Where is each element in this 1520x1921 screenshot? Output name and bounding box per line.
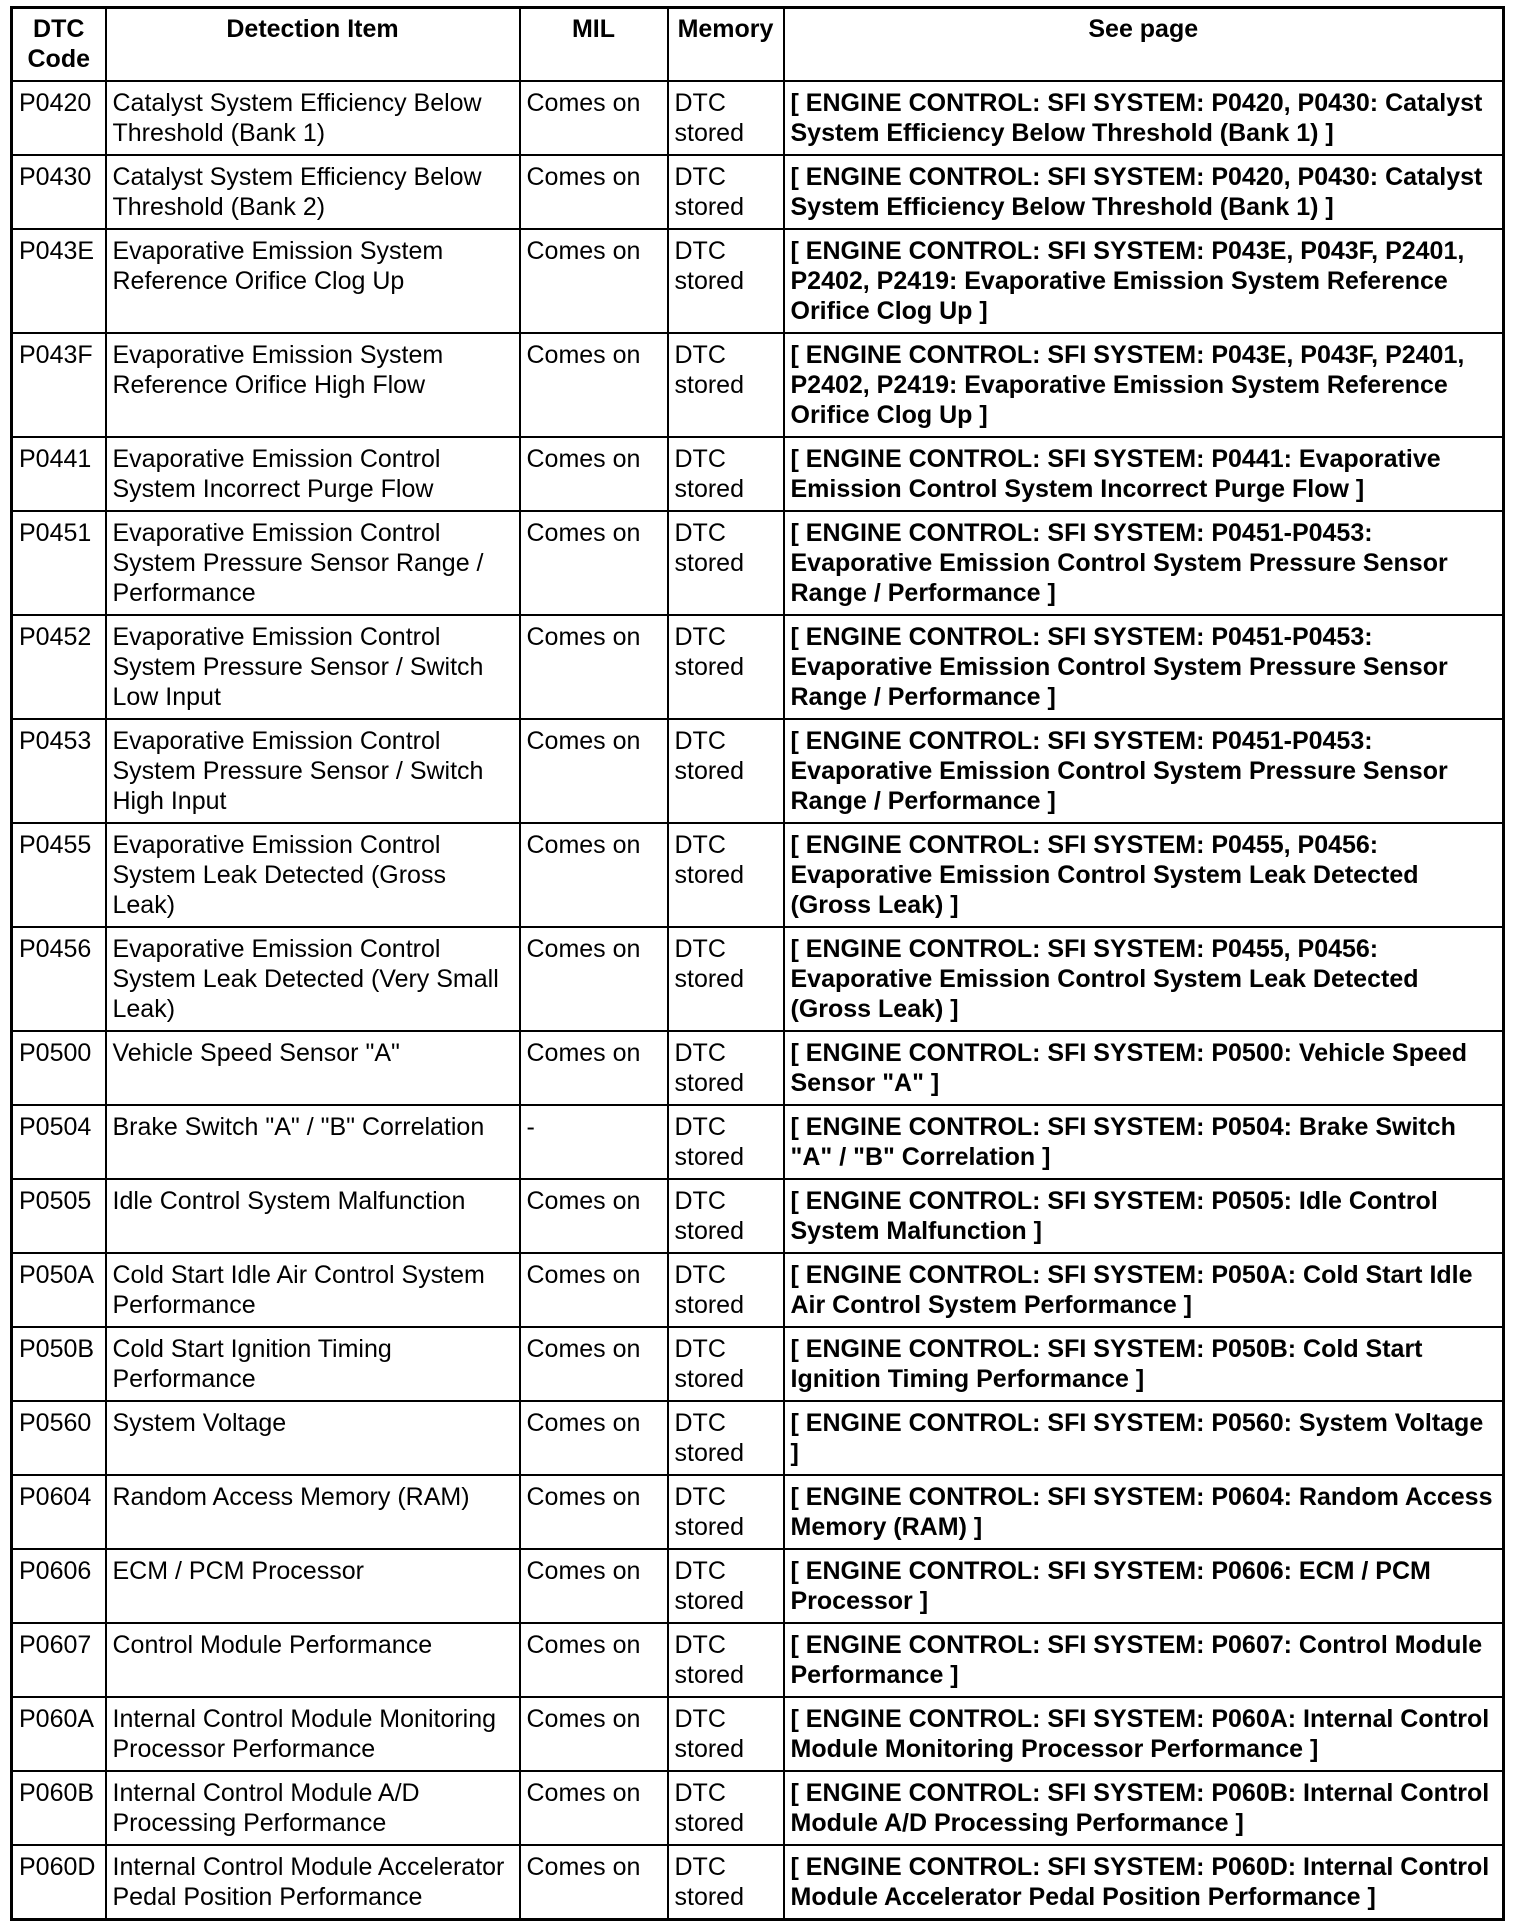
detection-item-cell: Random Access Memory (RAM) bbox=[106, 1475, 520, 1549]
see-page-link[interactable]: [ ENGINE CONTROL: SFI SYSTEM: P060D: Internal Control Module Accelerator Pedal Position Performance ] bbox=[784, 1845, 1504, 1920]
see-page-link[interactable]: [ ENGINE CONTROL: SFI SYSTEM: P0451-P0453: Evaporative Emission Control System Pressure Sensor Range / Performance ] bbox=[784, 615, 1504, 719]
memory-cell: DTC stored bbox=[668, 1697, 784, 1771]
detection-item-cell: Cold Start Ignition Timing Performance bbox=[106, 1327, 520, 1401]
memory-cell: DTC stored bbox=[668, 1105, 784, 1179]
dtc-table-body bbox=[12, 81, 1504, 1920]
dtc-code-cell: P050A bbox=[12, 1253, 106, 1327]
see-page-link[interactable]: [ ENGINE CONTROL: SFI SYSTEM: P043E, P043F, P2401, P2402, P2419: Evaporative Emission System Reference Orifice Clog Up ] bbox=[784, 333, 1504, 437]
memory-cell: DTC stored bbox=[668, 1771, 784, 1845]
see-page-link[interactable]: [ ENGINE CONTROL: SFI SYSTEM: P0441: Evaporative Emission Control System Incorrect Purge Flow ] bbox=[784, 437, 1504, 511]
memory-cell: DTC stored bbox=[668, 1623, 784, 1697]
detection-item-cell: Vehicle Speed Sensor "A" bbox=[106, 1031, 520, 1105]
mil-cell: Comes on bbox=[520, 1845, 668, 1920]
mil-cell: Comes on bbox=[520, 437, 668, 511]
detection-item-cell: Brake Switch "A" / "B" Correlation bbox=[106, 1105, 520, 1179]
dtc-table-container bbox=[10, 6, 1505, 1921]
table-row bbox=[12, 1253, 1504, 1327]
see-page-link[interactable]: [ ENGINE CONTROL: SFI SYSTEM: P0504: Brake Switch "A" / "B" Correlation ] bbox=[784, 1105, 1504, 1179]
table-row bbox=[12, 1845, 1504, 1920]
memory-cell: DTC stored bbox=[668, 719, 784, 823]
memory-cell: DTC stored bbox=[668, 229, 784, 333]
header-detection-item: Detection Item bbox=[106, 8, 520, 82]
see-page-link[interactable]: [ ENGINE CONTROL: SFI SYSTEM: P0455, P0456: Evaporative Emission Control System Leak Detected (Gross Leak) ] bbox=[784, 823, 1504, 927]
mil-cell: Comes on bbox=[520, 1401, 668, 1475]
see-page-link[interactable]: [ ENGINE CONTROL: SFI SYSTEM: P0451-P0453: Evaporative Emission Control System Pressure Sensor Range / Performance ] bbox=[784, 511, 1504, 615]
dtc-code-cell: P060B bbox=[12, 1771, 106, 1845]
memory-cell: DTC stored bbox=[668, 333, 784, 437]
table-row bbox=[12, 927, 1504, 1031]
table-row bbox=[12, 1623, 1504, 1697]
dtc-table bbox=[10, 6, 1505, 1921]
detection-item-cell: Evaporative Emission Control System Pressure Sensor / Switch High Input bbox=[106, 719, 520, 823]
mil-cell: Comes on bbox=[520, 823, 668, 927]
see-page-link[interactable]: [ ENGINE CONTROL: SFI SYSTEM: P0500: Vehicle Speed Sensor "A" ] bbox=[784, 1031, 1504, 1105]
mil-cell: Comes on bbox=[520, 1771, 668, 1845]
header-mil: MIL bbox=[520, 8, 668, 82]
dtc-code-cell: P0604 bbox=[12, 1475, 106, 1549]
memory-cell: DTC stored bbox=[668, 155, 784, 229]
dtc-code-cell: P0455 bbox=[12, 823, 106, 927]
dtc-table-header bbox=[12, 8, 1504, 82]
detection-item-cell: Catalyst System Efficiency Below Threshold (Bank 2) bbox=[106, 155, 520, 229]
detection-item-cell: Evaporative Emission Control System Incorrect Purge Flow bbox=[106, 437, 520, 511]
dtc-code-cell: P0607 bbox=[12, 1623, 106, 1697]
mil-cell: Comes on bbox=[520, 927, 668, 1031]
table-row bbox=[12, 511, 1504, 615]
see-page-link[interactable]: [ ENGINE CONTROL: SFI SYSTEM: P0560: System Voltage ] bbox=[784, 1401, 1504, 1475]
see-page-link[interactable]: [ ENGINE CONTROL: SFI SYSTEM: P0420, P0430: Catalyst System Efficiency Below Threshold (Bank 1) ] bbox=[784, 155, 1504, 229]
table-row bbox=[12, 155, 1504, 229]
header-see-page: See page bbox=[784, 8, 1504, 82]
mil-cell: Comes on bbox=[520, 1475, 668, 1549]
header-row bbox=[12, 8, 1504, 82]
table-row bbox=[12, 719, 1504, 823]
detection-item-cell: Evaporative Emission Control System Pressure Sensor Range / Performance bbox=[106, 511, 520, 615]
memory-cell: DTC stored bbox=[668, 511, 784, 615]
dtc-code-cell: P0504 bbox=[12, 1105, 106, 1179]
mil-cell: Comes on bbox=[520, 1179, 668, 1253]
see-page-link[interactable]: [ ENGINE CONTROL: SFI SYSTEM: P050B: Cold Start Ignition Timing Performance ] bbox=[784, 1327, 1504, 1401]
memory-cell: DTC stored bbox=[668, 437, 784, 511]
memory-cell: DTC stored bbox=[668, 927, 784, 1031]
dtc-code-cell: P060A bbox=[12, 1697, 106, 1771]
memory-cell: DTC stored bbox=[668, 1179, 784, 1253]
detection-item-cell: Internal Control Module Monitoring Processor Performance bbox=[106, 1697, 520, 1771]
memory-cell: DTC stored bbox=[668, 1549, 784, 1623]
mil-cell: Comes on bbox=[520, 615, 668, 719]
table-row bbox=[12, 333, 1504, 437]
detection-item-cell: System Voltage bbox=[106, 1401, 520, 1475]
detection-item-cell: Control Module Performance bbox=[106, 1623, 520, 1697]
dtc-code-cell: P043E bbox=[12, 229, 106, 333]
memory-cell: DTC stored bbox=[668, 1031, 784, 1105]
see-page-link[interactable]: [ ENGINE CONTROL: SFI SYSTEM: P060B: Internal Control Module A/D Processing Performance ] bbox=[784, 1771, 1504, 1845]
table-row bbox=[12, 1105, 1504, 1179]
detection-item-cell: Internal Control Module Accelerator Pedal Position Performance bbox=[106, 1845, 520, 1920]
detection-item-cell: Evaporative Emission Control System Leak Detected (Very Small Leak) bbox=[106, 927, 520, 1031]
dtc-code-cell: P060D bbox=[12, 1845, 106, 1920]
mil-cell: Comes on bbox=[520, 229, 668, 333]
mil-cell: Comes on bbox=[520, 1327, 668, 1401]
table-row bbox=[12, 437, 1504, 511]
detection-item-cell: Evaporative Emission System Reference Orifice Clog Up bbox=[106, 229, 520, 333]
memory-cell: DTC stored bbox=[668, 1327, 784, 1401]
dtc-code-cell: P0420 bbox=[12, 81, 106, 155]
see-page-link[interactable]: [ ENGINE CONTROL: SFI SYSTEM: P050A: Cold Start Idle Air Control System Performance ] bbox=[784, 1253, 1504, 1327]
table-row bbox=[12, 1697, 1504, 1771]
see-page-link[interactable]: [ ENGINE CONTROL: SFI SYSTEM: P0455, P0456: Evaporative Emission Control System Leak Detected (Gross Leak) ] bbox=[784, 927, 1504, 1031]
mil-cell: Comes on bbox=[520, 1623, 668, 1697]
table-row bbox=[12, 1179, 1504, 1253]
table-row bbox=[12, 615, 1504, 719]
dtc-code-cell: P050B bbox=[12, 1327, 106, 1401]
table-row bbox=[12, 81, 1504, 155]
detection-item-cell: Evaporative Emission Control System Leak Detected (Gross Leak) bbox=[106, 823, 520, 927]
header-memory: Memory bbox=[668, 8, 784, 82]
mil-cell: Comes on bbox=[520, 1031, 668, 1105]
dtc-code-cell: P0505 bbox=[12, 1179, 106, 1253]
mil-cell: Comes on bbox=[520, 81, 668, 155]
mil-cell: Comes on bbox=[520, 1253, 668, 1327]
table-row bbox=[12, 229, 1504, 333]
dtc-code-cell: P0500 bbox=[12, 1031, 106, 1105]
detection-item-cell: Internal Control Module A/D Processing Performance bbox=[106, 1771, 520, 1845]
table-row bbox=[12, 1771, 1504, 1845]
memory-cell: DTC stored bbox=[668, 823, 784, 927]
detection-item-cell: Evaporative Emission System Reference Orifice High Flow bbox=[106, 333, 520, 437]
detection-item-cell: Idle Control System Malfunction bbox=[106, 1179, 520, 1253]
detection-item-cell: Catalyst System Efficiency Below Threshold (Bank 1) bbox=[106, 81, 520, 155]
see-page-link[interactable]: [ ENGINE CONTROL: SFI SYSTEM: P0607: Control Module Performance ] bbox=[784, 1623, 1504, 1697]
mil-cell: - bbox=[520, 1105, 668, 1179]
dtc-code-cell: P0560 bbox=[12, 1401, 106, 1475]
dtc-code-cell: P043F bbox=[12, 333, 106, 437]
see-page-link[interactable]: [ ENGINE CONTROL: SFI SYSTEM: P0451-P0453: Evaporative Emission Control System Pressure Sensor Range / Performance ] bbox=[784, 719, 1504, 823]
mil-cell: Comes on bbox=[520, 155, 668, 229]
memory-cell: DTC stored bbox=[668, 1401, 784, 1475]
table-row bbox=[12, 1327, 1504, 1401]
memory-cell: DTC stored bbox=[668, 1475, 784, 1549]
memory-cell: DTC stored bbox=[668, 1845, 784, 1920]
see-page-link[interactable]: [ ENGINE CONTROL: SFI SYSTEM: P0606: ECM / PCM Processor ] bbox=[784, 1549, 1504, 1623]
dtc-code-cell: P0606 bbox=[12, 1549, 106, 1623]
mil-cell: Comes on bbox=[520, 1697, 668, 1771]
detection-item-cell: Cold Start Idle Air Control System Performance bbox=[106, 1253, 520, 1327]
dtc-code-cell: P0452 bbox=[12, 615, 106, 719]
see-page-link[interactable]: [ ENGINE CONTROL: SFI SYSTEM: P043E, P043F, P2401, P2402, P2419: Evaporative Emission System Reference Orifice Clog Up ] bbox=[784, 229, 1504, 333]
mil-cell: Comes on bbox=[520, 719, 668, 823]
mil-cell: Comes on bbox=[520, 1549, 668, 1623]
table-row bbox=[12, 1031, 1504, 1105]
table-row bbox=[12, 1475, 1504, 1549]
memory-cell: DTC stored bbox=[668, 1253, 784, 1327]
mil-cell: Comes on bbox=[520, 333, 668, 437]
detection-item-cell: Evaporative Emission Control System Pressure Sensor / Switch Low Input bbox=[106, 615, 520, 719]
see-page-link[interactable]: [ ENGINE CONTROL: SFI SYSTEM: P0420, P0430: Catalyst System Efficiency Below Threshold (Bank 1) ] bbox=[784, 81, 1504, 155]
table-row bbox=[12, 823, 1504, 927]
table-row bbox=[12, 1549, 1504, 1623]
memory-cell: DTC stored bbox=[668, 81, 784, 155]
dtc-code-cell: P0441 bbox=[12, 437, 106, 511]
memory-cell: DTC stored bbox=[668, 615, 784, 719]
dtc-code-cell: P0430 bbox=[12, 155, 106, 229]
dtc-code-cell: P0456 bbox=[12, 927, 106, 1031]
dtc-code-cell: P0451 bbox=[12, 511, 106, 615]
see-page-link[interactable]: [ ENGINE CONTROL: SFI SYSTEM: P060A: Internal Control Module Monitoring Processor Performance ] bbox=[784, 1697, 1504, 1771]
dtc-code-cell: P0453 bbox=[12, 719, 106, 823]
detection-item-cell: ECM / PCM Processor bbox=[106, 1549, 520, 1623]
see-page-link[interactable]: [ ENGINE CONTROL: SFI SYSTEM: P0505: Idle Control System Malfunction ] bbox=[784, 1179, 1504, 1253]
mil-cell: Comes on bbox=[520, 511, 668, 615]
table-row bbox=[12, 1401, 1504, 1475]
header-dtc-code: DTC Code bbox=[12, 8, 106, 82]
see-page-link[interactable]: [ ENGINE CONTROL: SFI SYSTEM: P0604: Random Access Memory (RAM) ] bbox=[784, 1475, 1504, 1549]
